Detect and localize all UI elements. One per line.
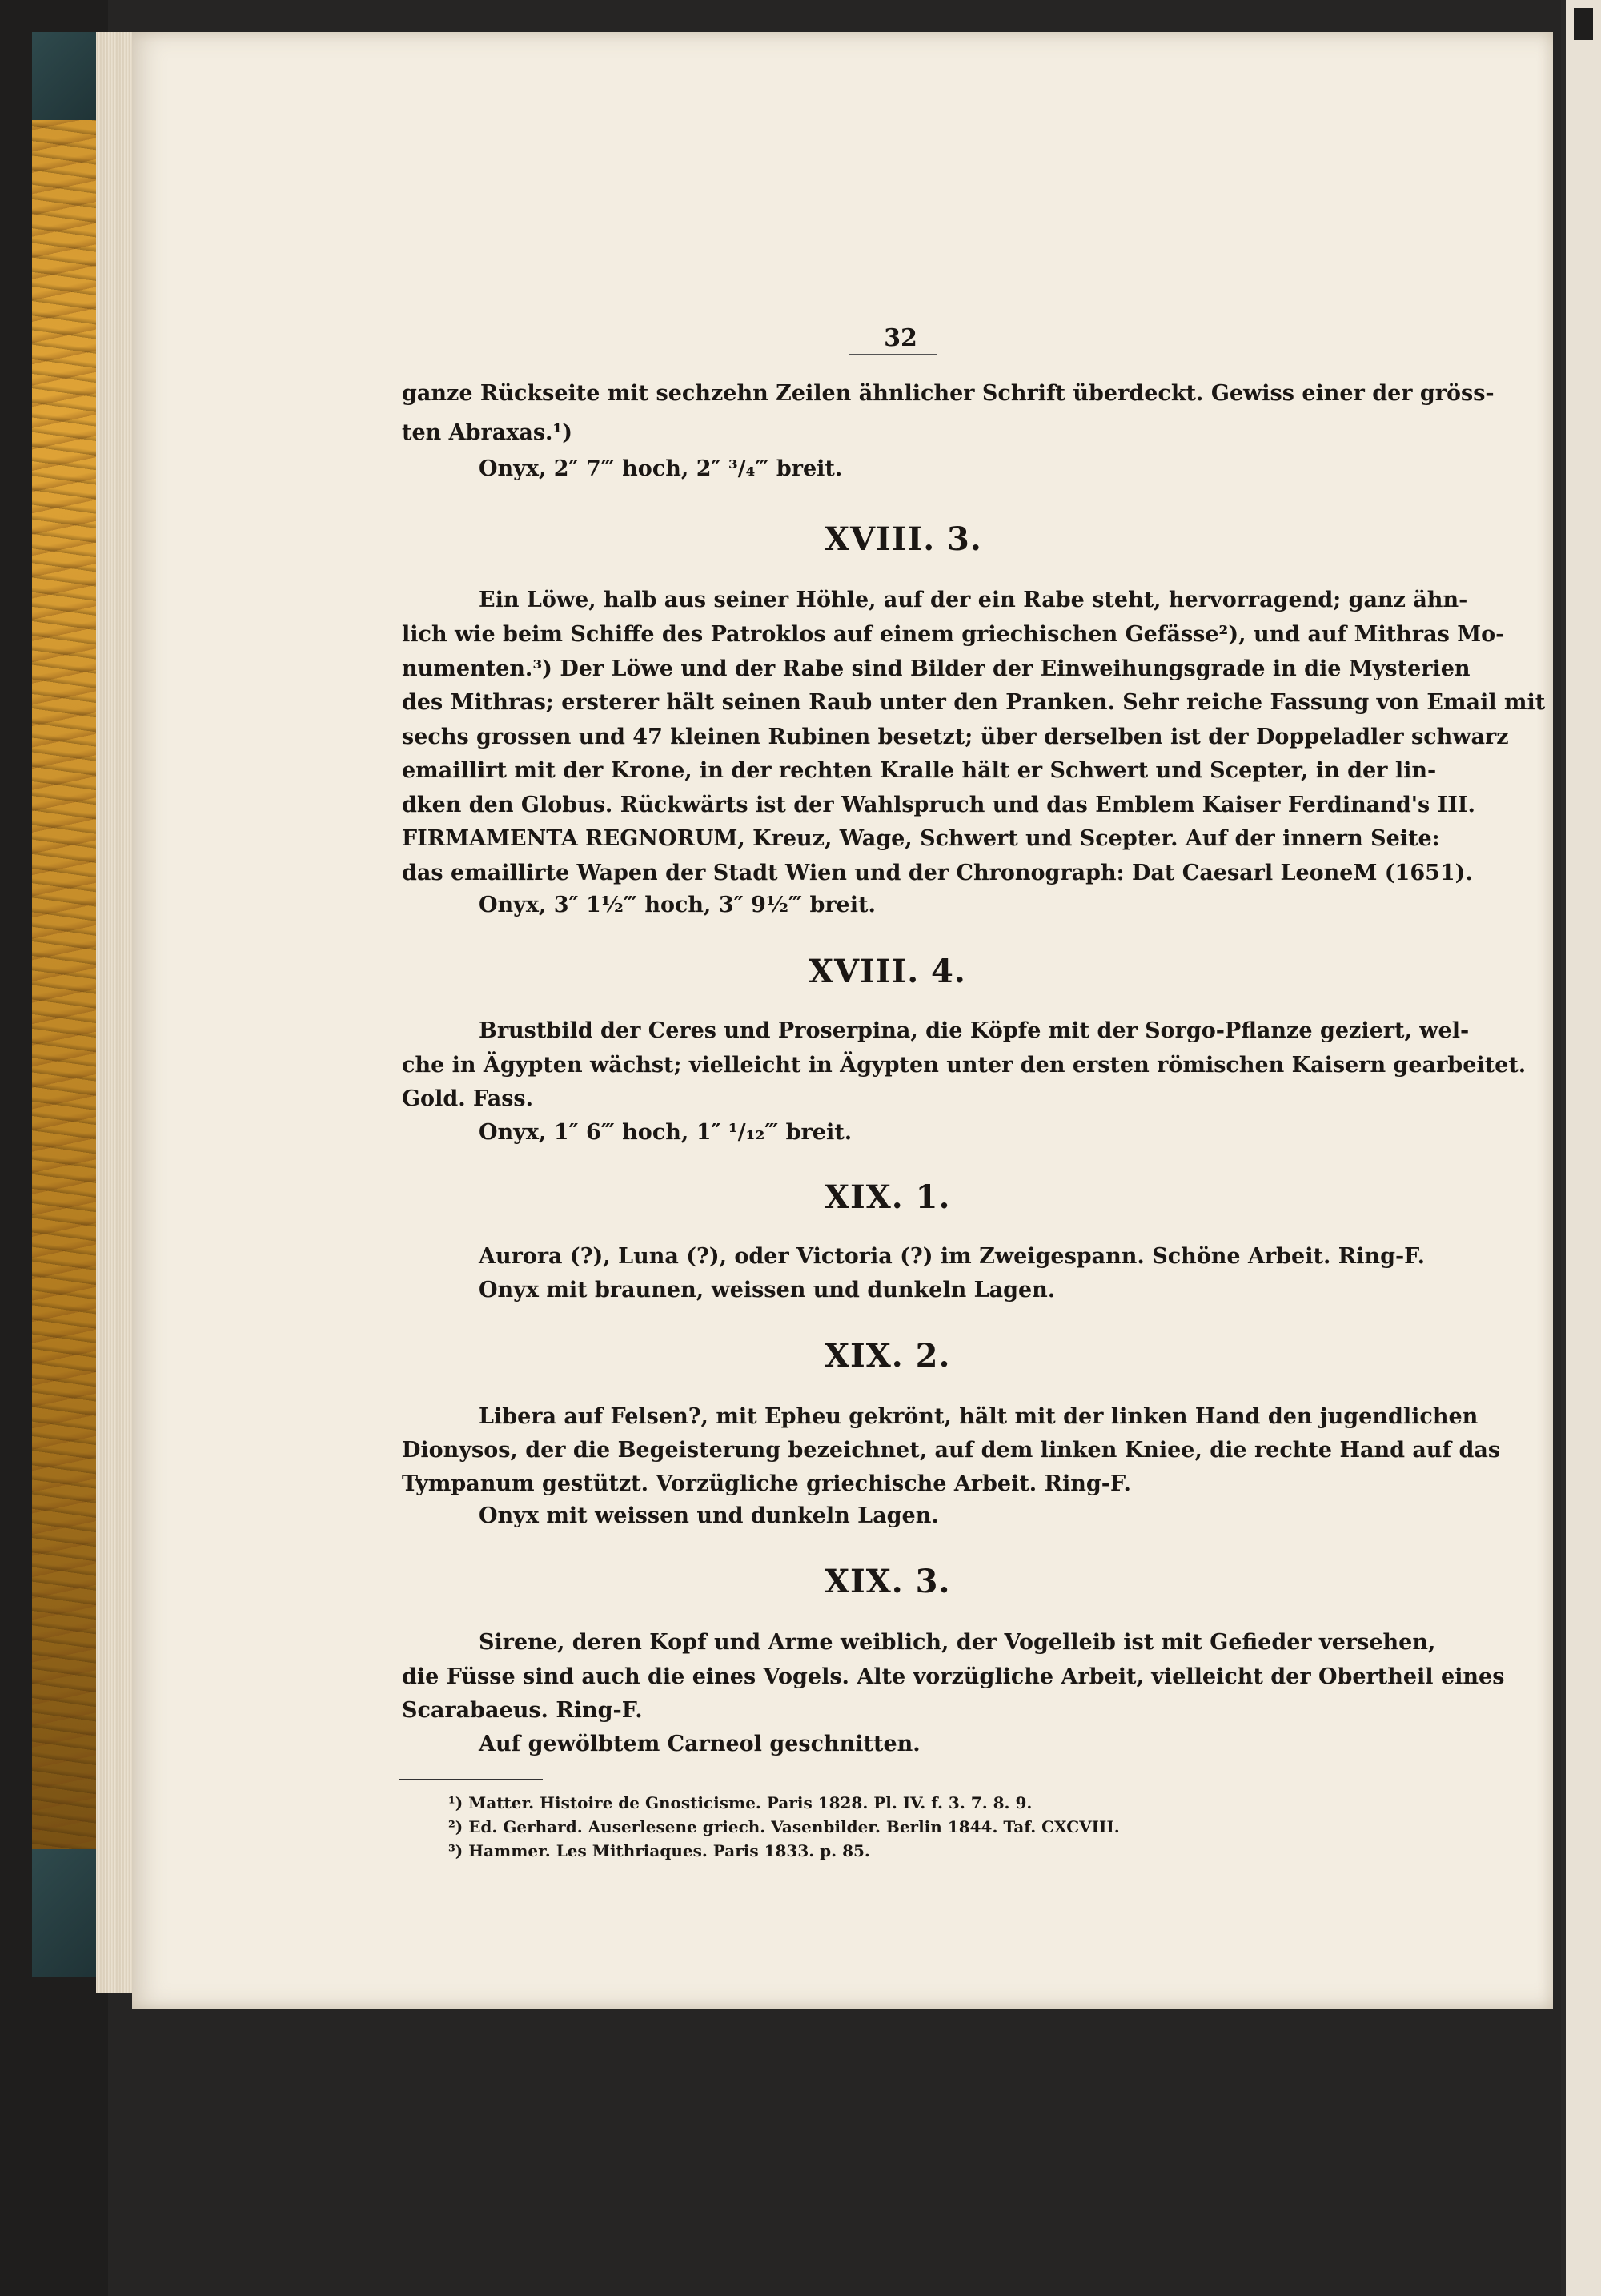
text-line: numenten.³) Der Löwe und der Rabe sind Bilder der Einweihungsgrade in die Mysterien [402,656,1471,681]
text-line: Gold. Fass. [402,1086,533,1111]
measurement-line: Onyx, 3″ 1½‴ hoch, 3″ 9½‴ breit. [479,893,876,917]
text-line: Dionysos, der die Begeisterung bezeichnet, auf dem linken Kniee, die rechte Hand auf das [402,1438,1501,1463]
footnote: ³) Hammer. Les Mithriaques. Paris 1833. p. 85. [448,1841,870,1860]
text-line: Sirene, deren Kopf und Arme weiblich, der Vogelleib ist mit Gefieder versehen, [479,1630,1436,1655]
measurement-line: Onyx, 1″ 6‴ hoch, 1″ ¹/₁₂‴ breit. [479,1120,853,1145]
text-line: FIRMAMENTA REGNORUM, Kreuz, Wage, Schwert und Scepter. Auf der innern Seite: [402,826,1440,851]
text-line: Scarabaeus. Ring-F. [402,1698,643,1723]
section-heading: XIX. 2. [825,1337,951,1375]
text-line: Aurora (?), Luna (?), oder Victoria (?) im Zweigespann. Schöne Arbeit. Ring-F. [479,1244,1426,1269]
section-heading: XIX. 1. [825,1178,951,1216]
text-line: des Mithras; ersterer hält seinen Raub unter den Pranken. Sehr reiche Fassung von Email mit [402,690,1546,715]
text-line: Brustbild der Ceres und Proserpina, die Köpfe mit der Sorgo-Pflanze geziert, wel- [479,1018,1470,1043]
text-line: Onyx mit braunen, weissen und dunkeln Lagen. [479,1278,1056,1303]
text-line: Libera auf Felsen?, mit Epheu gekrönt, hält mit der linken Hand den jugendlichen [479,1404,1479,1429]
text-line: dken den Globus. Rückwärts ist der Wahlspruch und das Emblem Kaiser Ferdinand's III. [402,793,1475,817]
page-number: 32 [884,324,917,352]
text-line: lich wie beim Schiffe des Patroklos auf einem griechischen Gefässe²), und auf Mithras Mo- [402,622,1505,647]
page-number-rule [849,354,937,355]
section-heading: XVIII. 4. [809,953,966,990]
text-line: Onyx mit weissen und dunkeln Lagen. [479,1503,939,1528]
text-line: che in Ägypten wächst; vielleicht in Ägypten unter den ersten römischen Kaisern gearbeitet. [402,1053,1527,1078]
text-line: sechs grossen und 47 kleinen Rubinen besetzt; über derselben ist der Doppeladler schwarz [402,725,1509,749]
text-line: ganze Rückseite mit sechzehn Zeilen ähnlicher Schrift überdeckt. Gewiss einer der gröss- [402,381,1495,406]
footnote-rule [399,1779,543,1780]
text-line: die Füsse sind auch die eines Vogels. Alte vorzügliche Arbeit, vielleicht der Obertheil eines [402,1664,1505,1689]
text-line: Auf gewölbtem Carneol geschnitten. [479,1732,921,1756]
measurement-line: Onyx, 2″ 7‴ hoch, 2″ ³/₄‴ breit. [479,456,843,481]
section-heading: XVIII. 3. [825,520,982,558]
text-line: ten Abraxas.¹) [402,420,573,445]
text-line: das emaillirte Wapen der Stadt Wien und der Chronograph: Dat Caesarl LeoneM (1651). [402,861,1473,885]
text-line: emaillirt mit der Krone, in der rechten Kralle hält er Schwert und Scepter, in der lin- [402,758,1437,783]
footnote: ²) Ed. Gerhard. Auserlesene griech. Vasenbilder. Berlin 1844. Taf. CXCVIII. [448,1817,1120,1836]
text-line: Ein Löwe, halb aus seiner Höhle, auf der ein Rabe steht, hervorragend; ganz ähn- [479,588,1468,612]
footnote: ¹) Matter. Histoire de Gnosticisme. Paris 1828. Pl. IV. f. 3. 7. 8. 9. [448,1793,1033,1812]
section-heading: XIX. 3. [825,1563,951,1600]
text-line: Tympanum gestützt. Vorzügliche griechische Arbeit. Ring-F. [402,1471,1131,1496]
